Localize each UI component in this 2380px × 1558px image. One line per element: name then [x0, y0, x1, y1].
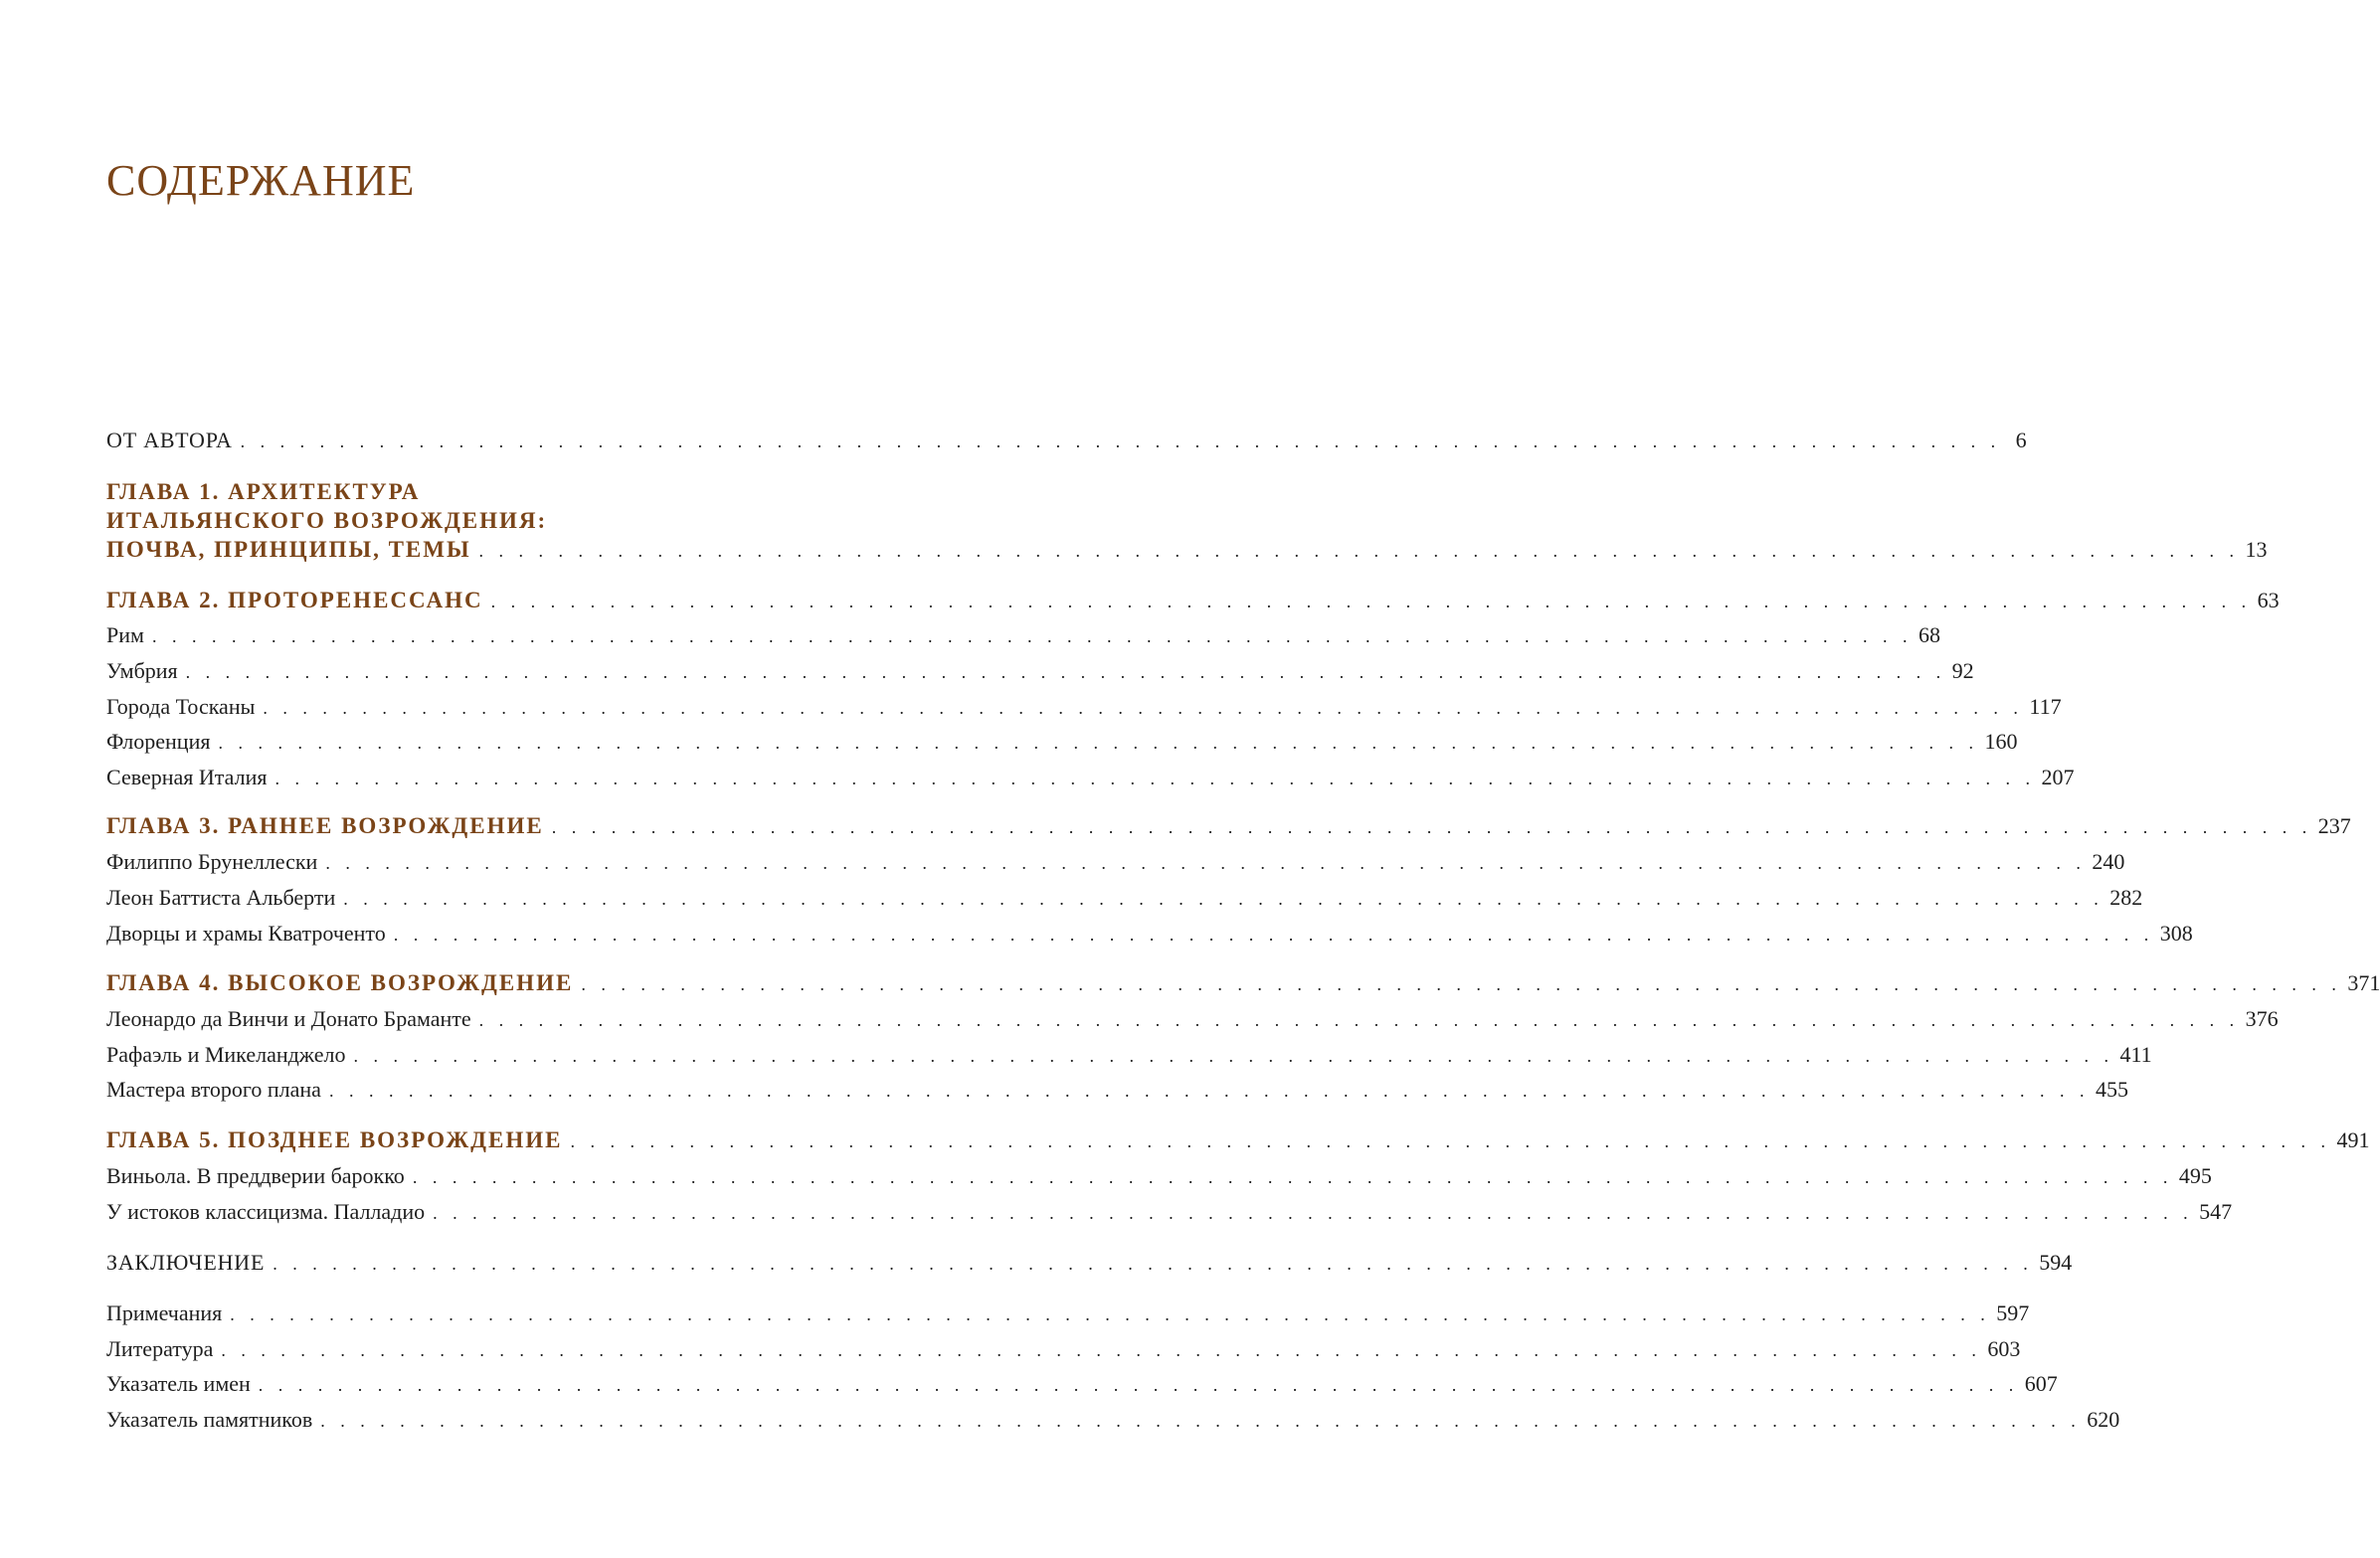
toc-entry-label: ГЛАВА 3. РАННЕЕ ВОЗРОЖДЕНИЕ: [106, 813, 544, 838]
toc-entry-label: Примечания: [106, 1300, 223, 1325]
toc-entry-page: 376: [2245, 1006, 2279, 1031]
dot-leader: . . . . . . . . . . . . . . . . . . . . . . . . . . . . . . . . . . . . . . . . . . . . . . . . . . . . . . . . . . . . . . . . . . . . . . . . . . . . . . . . . . . . . . . . .: [275, 769, 2036, 788]
dot-leader: . . . . . . . . . . . . . . . . . . . . . . . . . . . . . . . . . . . . . . . . . . . . . . . . . . . . . . . . . . . . . . . . . . . . . . . . . . . . . . . . . . . . . . . . .: [343, 889, 2105, 909]
toc-entry-label: ГЛАВА 2. ПРОТОРЕНЕССАНС: [106, 588, 483, 612]
toc-entry-brunelleschi[interactable]: [106, 847, 2125, 878]
toc-entry-monuments-index[interactable]: [106, 1405, 2120, 1436]
toc-entry-label: Рафаэль и Микеланджело: [106, 1042, 346, 1067]
toc-entry-page: 207: [2041, 765, 2075, 789]
toc-entry-alberti[interactable]: [106, 883, 2143, 914]
toc-entry-florence[interactable]: [106, 727, 2018, 758]
toc-entry-page: 455: [2095, 1077, 2128, 1102]
toc-entry-page: 495: [2178, 1163, 2212, 1188]
toc-entry-page: 68: [1918, 622, 1940, 647]
toc-entry-tuscany[interactable]: [106, 692, 2062, 723]
toc-entry-page: 282: [2109, 885, 2143, 910]
toc-entry-page: 63: [2257, 588, 2280, 612]
toc-entry-notes[interactable]: [106, 1298, 2030, 1329]
toc-entry-umbria[interactable]: [106, 656, 1974, 687]
toc-entry-page: 547: [2199, 1199, 2233, 1224]
toc-entry-page: 594: [2039, 1250, 2073, 1275]
dot-leader: . . . . . . . . . . . . . . . . . . . . . . . . . . . . . . . . . . . . . . . . . . . . . . . . . . . . . . . . . . . . . . . . . . . . . . . . . . . . . . . . . . . . . . . . .: [325, 853, 2087, 873]
toc-entry-label: ЗАКЛЮЧЕНИЕ: [106, 1250, 266, 1275]
toc-entry-masters[interactable]: [106, 1075, 2128, 1106]
toc-entry-page: 13: [2245, 537, 2268, 562]
toc-entry-page: 237: [2317, 813, 2351, 838]
dot-leader: . . . . . . . . . . . . . . . . . . . . . . . . . . . . . . . . . . . . . . . . . . . . . . . . . . . . . . . . . . . . . . . . . . . . . . . . . . . . . . . . . . . . . . . . .: [218, 733, 1979, 753]
toc-entry-vignola[interactable]: [106, 1161, 2212, 1192]
toc-entry-label: Мастера второго плана: [106, 1077, 321, 1102]
dot-leader: . . . . . . . . . . . . . . . . . . . . . . . . . . . . . . . . . . . . . . . . . . . . . . . . . . . . . . . . . . . . . . . . . . . . . . . . . . . . . . . . . . . . . . . . .: [570, 1131, 2331, 1151]
toc-entry-from-author[interactable]: [106, 426, 2027, 456]
toc-entry-page: 411: [2119, 1042, 2152, 1067]
dot-leader: . . . . . . . . . . . . . . . . . . . . . . . . . . . . . . . . . . . . . . . . . . . . . . . . . . . . . . . . . . . . . . . . . . . . . . . . . . . . . . . . . . . . . . . . .: [320, 1411, 2082, 1431]
toc-entry-palladio[interactable]: [106, 1197, 2233, 1228]
toc-entry-leonardo[interactable]: [106, 1004, 2279, 1035]
dot-leader: . . . . . . . . . . . . . . . . . . . . . . . . . . . . . . . . . . . . . . . . . . . . . . . . . . . . . . . . . . . . . . . . . . . . . . . . . . . . . . . . . . . . . . . . .: [490, 592, 2252, 611]
chapter-1-title-line-2: ИТАЛЬЯНСКОГО ВОЗРОЖДЕНИЯ:: [106, 508, 548, 533]
dot-leader: . . . . . . . . . . . . . . . . . . . . . . . . . . . . . . . . . . . . . . . . . . . . . . . . . . . . . . . . . . . . . . . . . . . . . . . . . . . . . . . . . . . . . . . . .: [433, 1203, 2194, 1223]
toc-entry-chapter-3[interactable]: [106, 811, 2351, 842]
toc-entry-page: 92: [1951, 658, 1974, 683]
toc-entry-chapter-2[interactable]: [106, 586, 2280, 616]
toc-entry-names-index[interactable]: [106, 1369, 2058, 1400]
dot-leader: . . . . . . . . . . . . . . . . . . . . . . . . . . . . . . . . . . . . . . . . . . . . . . . . . . . . . . . . . . . . . . . . . . . . . . . . . . . . . . . . . . . . . . . . .: [412, 1167, 2173, 1187]
dot-leader: . . . . . . . . . . . . . . . . . . . . . . . . . . . . . . . . . . . . . . . . . . . . . . . . . . . . . . . . . . . . . . . . . . . . . . . . . . . . . . . . . . . . . . . . .: [230, 1304, 1991, 1324]
dot-leader: . . . . . . . . . . . . . . . . . . . . . . . . . . . . . . . . . . . . . . . . . . . . . . . . . . . . . . . . . . . . . . . . . . . . . . . . . . . . . . . . . . . . . . . . .: [273, 1254, 2034, 1274]
toc-entry-label: Указатель имен: [106, 1371, 251, 1396]
dot-leader: . . . . . . . . . . . . . . . . . . . . . . . . . . . . . . . . . . . . . . . . . . . . . . . . . . . . . . . . . . . . . . . . . . . . . . . . . . . . . . . . . . . . . . . . .: [393, 925, 2154, 945]
toc-entry-label: Леон Баттиста Альберти: [106, 885, 336, 910]
toc-entry-label: ГЛАВА 5. ПОЗДНЕЕ ВОЗРОЖДЕНИЕ: [106, 1127, 563, 1152]
toc-entry-page: 240: [2092, 849, 2125, 874]
dot-leader: . . . . . . . . . . . . . . . . . . . . . . . . . . . . . . . . . . . . . . . . . . . . . . . . . . . . . . . . . . . . . . . . . . . . . . . . . . . . . . . . . . . . . . . . .: [221, 1340, 1982, 1360]
toc-entry-page: 597: [1996, 1300, 2030, 1325]
toc-entry-label: Северная Италия: [106, 765, 268, 789]
toc-entry-label: Филиппо Брунеллески: [106, 849, 318, 874]
dot-leader: . . . . . . . . . . . . . . . . . . . . . . . . . . . . . . . . . . . . . . . . . . . . . . . . . . . . . . . . . . . . . . . . . . . . . . . . . . . . . . . . . . . . . . . . .: [353, 1046, 2114, 1066]
toc-entry-rome[interactable]: [106, 620, 1940, 651]
dot-leader: . . . . . . . . . . . . . . . . . . . . . . . . . . . . . . . . . . . . . . . . . . . . . . . . . . . . . . . . . . . . . . . . . . . . . . . . . . . . . . . . . . . . . . . . .: [478, 1010, 2240, 1030]
toc-entry-label: Дворцы и храмы Кватроченто: [106, 921, 386, 946]
toc-entry-label: ПОЧВА, ПРИНЦИПЫ, ТЕМЫ: [106, 537, 471, 562]
chapter-1-title-line-3: [106, 535, 2268, 566]
toc-entry-page: 6: [2015, 428, 2027, 452]
dot-leader: . . . . . . . . . . . . . . . . . . . . . . . . . . . . . . . . . . . . . . . . . . . . . . . . . . . . . . . . . . . . . . . . . . . . . . . . . . . . . . . . . . . . . . . . .: [185, 662, 1946, 682]
toc-entry-label: Города Тосканы: [106, 694, 256, 719]
toc-entry-page: 620: [2087, 1407, 2120, 1432]
dot-leader: . . . . . . . . . . . . . . . . . . . . . . . . . . . . . . . . . . . . . . . . . . . . . . . . . . . . . . . . . . . . . . . . . . . . . . . . . . . . . . . . . . . . . . . . .: [258, 1375, 2019, 1395]
toc-entry-page: 607: [2024, 1371, 2058, 1396]
toc-entry-literature[interactable]: [106, 1334, 2021, 1365]
toc-entry-label: Указатель памятников: [106, 1407, 313, 1432]
toc-entry-quattrocento[interactable]: [106, 919, 2193, 950]
toc-entry-chapter-5[interactable]: [106, 1125, 2370, 1156]
toc-entry-label: Умбрия: [106, 658, 178, 683]
dot-leader: . . . . . . . . . . . . . . . . . . . . . . . . . . . . . . . . . . . . . . . . . . . . . . . . . . . . . . . . . . . . . . . . . . . . . . . . . . . . . . . . . . . . . . . . .: [581, 974, 2342, 994]
toc-entry-chapter-1[interactable]: [106, 477, 2268, 566]
page-title: СОДЕРЖАНИЕ: [106, 156, 416, 205]
dot-leader: . . . . . . . . . . . . . . . . . . . . . . . . . . . . . . . . . . . . . . . . . . . . . . . . . . . . . . . . . . . . . . . . . . . . . . . . . . . . . . . . . . . . . . . . .: [263, 698, 2024, 718]
toc-entry-north-italy[interactable]: [106, 763, 2075, 793]
toc-entry-label: У истоков классицизма. Палладио: [106, 1199, 426, 1224]
chapter-1-title-line-1: ГЛАВА 1. АРХИТЕКТУРА: [106, 479, 421, 504]
toc-entry-label: Виньола. В преддверии барокко: [106, 1163, 405, 1188]
toc-entry-conclusion[interactable]: [106, 1248, 2073, 1279]
toc-entry-label: ОТ АВТОРА: [106, 428, 233, 452]
toc-entry-label: Леонардо да Винчи и Донато Браманте: [106, 1006, 471, 1031]
toc-entry-page: 491: [2336, 1127, 2370, 1152]
toc-entry-label: ГЛАВА 4. ВЫСОКОЕ ВОЗРОЖДЕНИЕ: [106, 970, 574, 995]
toc-entry-raphael[interactable]: [106, 1040, 2152, 1071]
dot-leader: . . . . . . . . . . . . . . . . . . . . . . . . . . . . . . . . . . . . . . . . . . . . . . . . . . . . . . . . . . . . . . . . . . . . . . . . . . . . . . . . . . . . . . . . .: [151, 626, 1913, 646]
dot-leader: . . . . . . . . . . . . . . . . . . . . . . . . . . . . . . . . . . . . . . . . . . . . . . . . . . . . . . . . . . . . . . . . . . . . . . . . . . . . . . . . . . . . . . . . .: [551, 817, 2312, 837]
toc-entry-page: 117: [2029, 694, 2062, 719]
toc-entry-page: 160: [1984, 729, 2018, 754]
toc-entry-page: 308: [2159, 921, 2193, 946]
toc-entry-page: 603: [1987, 1336, 2021, 1361]
dot-leader: . . . . . . . . . . . . . . . . . . . . . . . . . . . . . . . . . . . . . . . . . . . . . . . . . . . . . . . . . . . . . . . . . . . . . . . . . . . . . . . . . . . . . . . . .: [328, 1081, 2090, 1101]
toc-entry-label: Литература: [106, 1336, 214, 1361]
toc-entry-chapter-4[interactable]: [106, 968, 2380, 999]
dot-leader: . . . . . . . . . . . . . . . . . . . . . . . . . . . . . . . . . . . . . . . . . . . . . . . . . . . . . . . . . . . . . . . . . . . . . . . . . . . . . . . . . . . . . . . . .: [478, 541, 2240, 561]
dot-leader: . . . . . . . . . . . . . . . . . . . . . . . . . . . . . . . . . . . . . . . . . . . . . . . . . . . . . . . . . . . . . . . . . . . . . . . . . . . . . . . . . . . . . . . . .: [240, 432, 2001, 451]
toc-entry-label: Флоренция: [106, 729, 211, 754]
toc-entry-label: Рим: [106, 622, 144, 647]
toc-entry-page: 371: [2347, 970, 2380, 995]
